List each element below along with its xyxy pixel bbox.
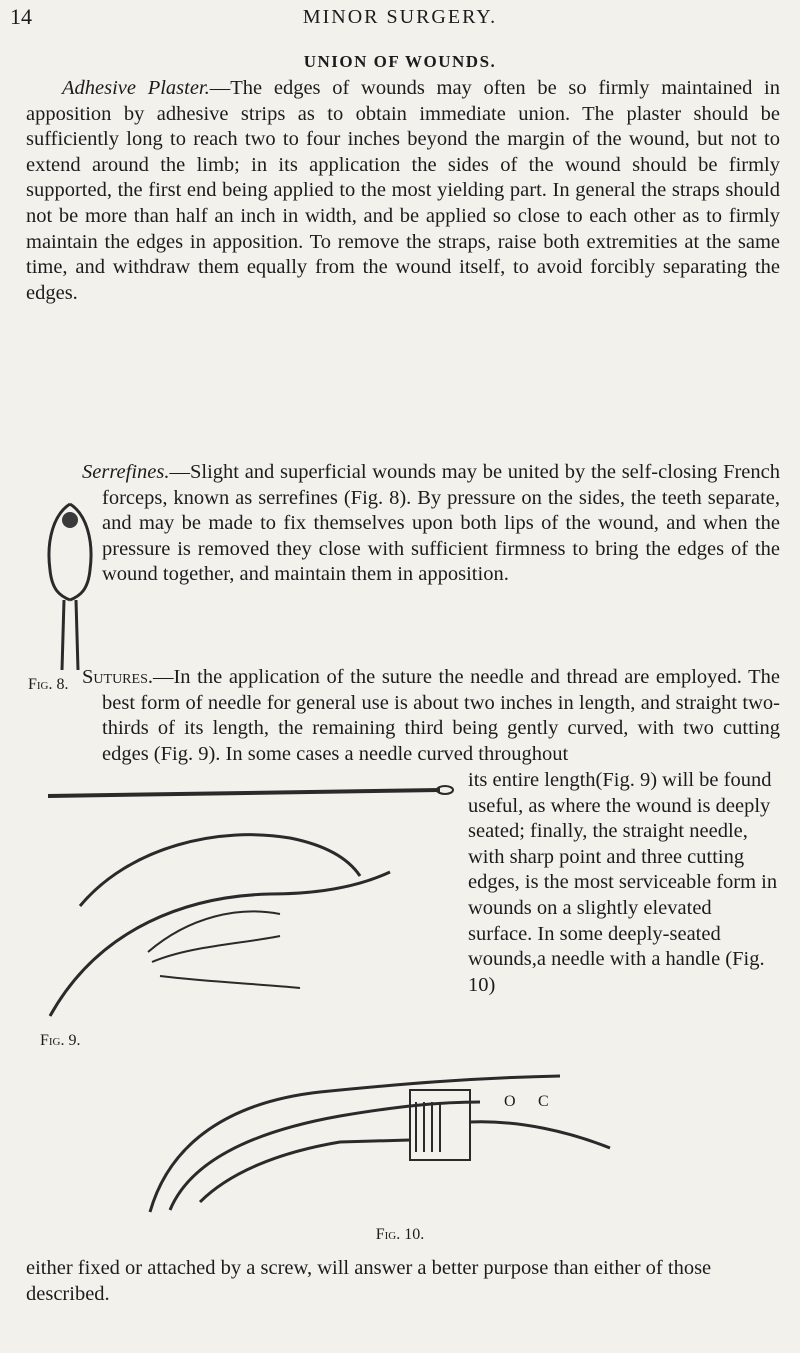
paragraph-sutures-b: its entire length(Fig. 9) will be found useful, as where the wound is deeply seated; finally, the straight needle, with sharp point and three cutting edges, is the most serviceable form in wounds on a slightly elevated surface. In some deeply-seated wounds,a needle with a handle (Fig. 10) bbox=[468, 769, 778, 996]
fig9-caption: Fig. 9. bbox=[40, 1032, 81, 1049]
adhesive-plaster-lead: Adhesive Plaster. bbox=[62, 77, 210, 99]
paragraph-serrefines bbox=[82, 460, 780, 588]
fig10-label-o: O bbox=[504, 1093, 516, 1110]
fig9-needles-illustration bbox=[40, 776, 460, 1026]
page-number: 14 bbox=[10, 4, 32, 29]
section-heading: UNION OF WOUNDS. bbox=[303, 52, 497, 71]
running-header bbox=[0, 4, 800, 34]
fig10-caption: Fig. 10. bbox=[375, 1226, 425, 1243]
paragraph-adhesive-plaster bbox=[26, 76, 780, 306]
sutures-body-1: —In the application of the suture the needle and thread are employed. The best form of needle for general use is about two inches in length, and straight two-thirds of its length, the remaining third being gently curved, with two cutting edges (Fig. 9). In some cases a needle curved throughout bbox=[102, 666, 780, 765]
adhesive-plaster-body: —The edges of wounds may often be so firmly maintained in apposition by adhesive strips as to obtain immediate union. The plaster should be sufficiently long to reach two to four inches beyond the margin of the wound, but not to extend around the limb; in its application the sides of the wound should be firmly supported, the first end being applied to the most yielding part. In general the straps should not be more than half an inch in width, and be applied so close to each other as to firmly maintain the edges in apposition. To remove the straps, raise both extremities at the same time, and withdraw them equally from the wound itself, to avoid forcibly separating the edges. bbox=[26, 77, 780, 304]
sutures-lead: Sutures. bbox=[82, 666, 153, 688]
paragraph-closing: either fixed or attached by a screw, will answer a better purpose than either of those described. bbox=[26, 1257, 712, 1305]
fig10-label-c: C bbox=[538, 1093, 549, 1110]
fig8-serrefine-illustration bbox=[40, 500, 100, 680]
fig8-caption: Fig. 8. bbox=[28, 676, 69, 693]
paragraph-sutures-a bbox=[82, 665, 780, 767]
fig10-handled-needle-illustration bbox=[140, 1062, 640, 1212]
serrefines-lead: Serrefines. bbox=[82, 461, 170, 483]
serrefines-body: —Slight and superficial wounds may be united by the self-closing French forceps, known as serrefines (Fig. 8). By pressure on the sides, the teeth separate, and may be made to fix themselves upon both lips of the wound, and when the pressure is removed they close with sufficient firmness to bring the edges of the wound together, and maintain them in apposition. bbox=[102, 461, 780, 586]
running-title: MINOR SURGERY. bbox=[302, 6, 498, 28]
